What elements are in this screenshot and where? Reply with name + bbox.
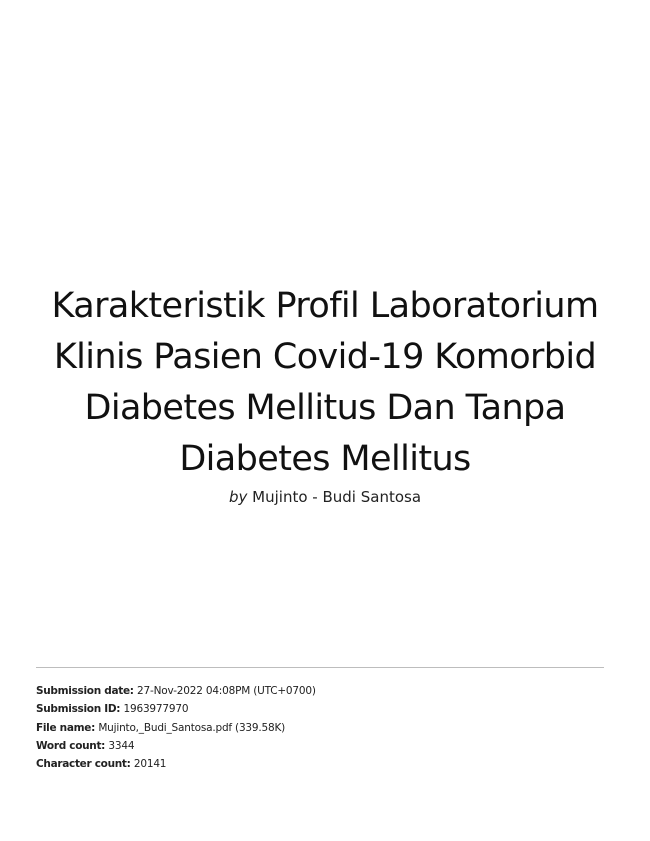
- file-name-value: Mujinto,_Budi_Santosa.pdf (339.58K): [98, 721, 286, 734]
- character-count-value: 20141: [133, 758, 167, 771]
- submission-info: [36, 682, 604, 773]
- divider: [36, 667, 604, 668]
- author-name: Mujinto - Budi Santosa: [252, 488, 422, 506]
- by-label: by: [228, 488, 248, 506]
- submission-date-label: Submission date:: [36, 685, 134, 697]
- submission-id-value: 1963977970: [123, 703, 189, 716]
- byline: [30, 487, 620, 507]
- file-name-label: File name:: [36, 721, 95, 734]
- word-count-value: 3344: [108, 739, 135, 752]
- title-block: [30, 281, 620, 507]
- submission-id-row: [36, 700, 604, 718]
- submission-id-label: Submission ID:: [36, 703, 121, 716]
- document-title: Karakteristik Profil Laboratorium Klinis Pasien Covid-19 Komorbid Diabetes Mellitus Dan Tanpa Diabetes Mellitus: [51, 286, 599, 479]
- word-count-row: [36, 737, 604, 755]
- submission-date-row: [36, 682, 604, 700]
- word-count-label: Word count:: [36, 739, 106, 752]
- character-count-label: Character count:: [36, 758, 131, 771]
- character-count-row: [36, 755, 604, 773]
- file-name-row: [36, 719, 604, 737]
- submission-date-value: 27-Nov-2022 04:08PM (UTC+0700): [137, 685, 316, 697]
